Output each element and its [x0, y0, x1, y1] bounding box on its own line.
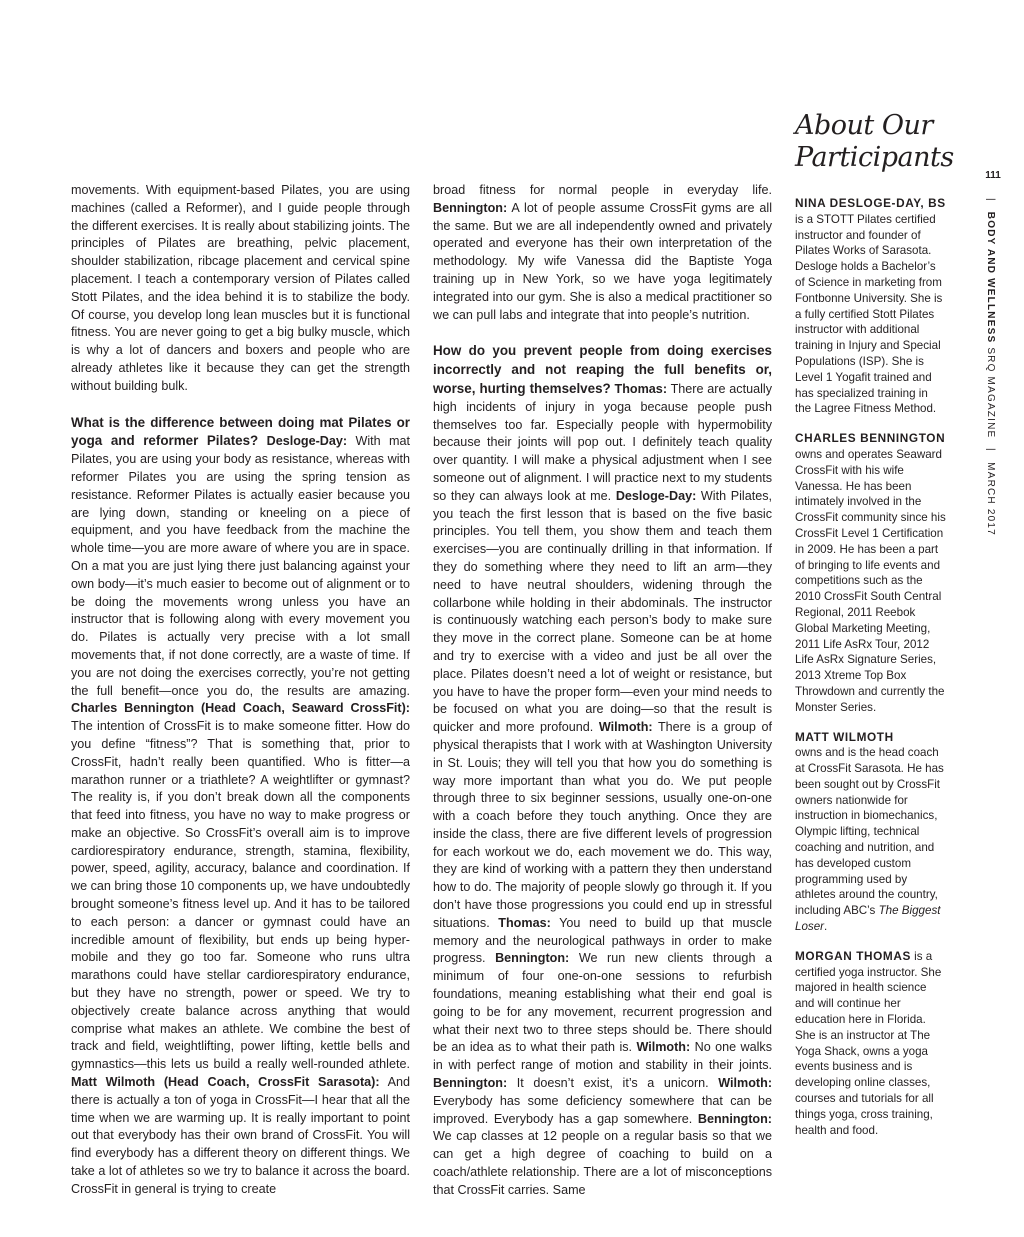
speaker-label: Desloge-Day:	[615, 488, 697, 503]
answer-text: The intention of CrossFit is to make someone fitter. How do you define “fitness”? That is something that, prior to CrossFit, hadn’t really been quantified. Who is fitter—a marathon runner or a triathlete? A weightlifter or gymnast? The reality is, if you don’t break down all the components that feed into fitness, you have no way to make progress or make an objective. So CrossFit’s overall aim is to improve cardiorespiratory endurance, strength, stamina, flexibility, power, speed, agility, accuracy, balance and coordination. If we can bring those 10 components up, we have undoubtedly brought someone’s fitness level up. And it has to be tailored to each person: a dancer or gymnast could have an incredible amount of flexibility, but ends up being hyper-mobile and they go too far. Someone who runs ultra marathons could have stellar cardiorespiratory endurance, but they have no strength, power or speed. We try to objectively create balance across anything that would comprise what makes an athlete. We combine the best of track and field, weightlifting, power lifting, kettle bells and gymnastics—this lets us build a really well-rounded athlete.	[71, 719, 410, 1072]
speaker-label: Matt Wilmoth (Head Coach, CrossFit Sarasota):	[71, 1075, 380, 1090]
participant-name: NINA DESLOGE-DAY, BS	[795, 196, 946, 210]
answer-text: There are actually high incidents of injury in yoga because people push themselves too far. Especially people with hypermobility because their joints will pop out. I definitely teach quality over quantity. I will make a physical adjustment when I see someone out of alignment. I will practice next to my students so they can always look at me.	[433, 381, 772, 503]
answer-text: We run new clients through a minimum of four one-on-one sessions to refurbish foundations, meaning establishing what their end goal is going to be for any movement, recurrent progression and what their next two to three steps should be. There should be an idea as to what their path is.	[433, 951, 773, 1055]
interview-question: How do you prevent people from doing exercises incorrectly and not reaping the full benefits or, worse, hurting themselves?	[433, 343, 772, 396]
participant-bio	[795, 431, 947, 715]
answer-text: You need to build up that muscle memory and the neurological pathways in order to make progress.	[433, 915, 772, 966]
participant-bio	[795, 730, 947, 935]
answer-text: There is a group of physical therapists that I work with at Washington University in St. Louis; they will tell you that how you do something is way more important than what you do. We put people through three to six beginner sessions, usually one-on-one with a coach before they touch anything. Once they are inside the class, there are five different levels of progression for each workout we do, each movement we do. This way, they are kind of working with a pattern they then understand how to do. The majority of people slowly go through it. If you don’t have those progressions you could end up in stressful situations.	[433, 720, 773, 930]
answer-text: And there is actually a ton of yoga in CrossFit—I hear that all the time when we are warming up. It is really important to point out that everybody has their own brand of CrossFit. You will find everybody has a different theory on different things. We take a lot of athletes so we try to balance it across the board. CrossFit in general is trying to create	[71, 1075, 410, 1196]
participant-bio	[795, 949, 947, 1139]
participants-sidebar	[795, 110, 954, 1152]
participant-name: MATT WILMOTH	[795, 729, 894, 744]
speaker-label: Wilmoth:	[598, 720, 653, 735]
participant-description: is a certified yoga instructor. She majored in health science and will continue her education here in Florida. She is an instructor at The Yoga Shack, owns a yoga events business and is developing online classes, courses and tutorials for all things yoga, cross training, health and food.	[795, 949, 942, 1137]
interview-question: What is the difference between doing mat Pilates or yoga and reformer Pilates?	[71, 414, 410, 449]
speaker-label: Bennington:	[433, 1076, 508, 1091]
answer-text: broad fitness for normal people in everyday life.	[433, 183, 772, 197]
participant-name: CHARLES BENNINGTON	[795, 431, 946, 446]
divider: |	[985, 448, 996, 453]
answer-text: With Pilates, you teach the first lesson that is based on the five basic principles. You tell them, you show them and teach them exercises—you are continually drilling in that information. If they do something where they need to lift an arm—they need to have neutral shoulders, widening through the collarbone while holding in their abdominals. The instructor is continuously watching each person’s body to make sure they move in the correct plane. Someone can be at home and try to exercise with a video and just be all over the place. Pilates doesn’t need a lot of weight or resistance, but you have to have the proper form—even your mind needs to be focused on what you are doing—so that the result is quicker and more profound.	[433, 488, 773, 735]
answer-text: A lot of people assume CrossFit gyms are all the same. But we are all independently owned and privately operated and everyone has their own interpretation of the methodology. My wife Vanessa did the Baptiste Yoga training up in New York, so we have yoga legitimately integrated into our gym. She is also a medical practitioner so we can pull labs and integrate that into people’s nutrition.	[433, 200, 772, 322]
answer-text: Everybody has some deficiency somewhere that can be improved. Everybody has a gap somewhere.	[433, 1093, 772, 1126]
running-head-text	[985, 192, 996, 536]
paragraph	[433, 342, 772, 1199]
participant-description: owns and operates Seaward CrossFit with his wife Vanessa. He has been intimately involved in the CrossFit community since his CrossFit Level 1 Certification in 2009. He has been a part of bringing to life events and competitions such as the 2010 CrossFit South Central Regional, 2011 Reebok Global Marketing Meeting, 2011 Life AsRx Tour, 2012 Life AsRx Signature Series, 2013 Xtreme Top Box Throwdown and currently the Monster Series.	[795, 447, 946, 714]
participant-bio	[795, 196, 947, 417]
speaker-label: Bennington:	[697, 1111, 772, 1126]
issue-date: MARCH 2017	[985, 462, 996, 536]
answer-text: We cap classes at 12 people on a regular basis so that we can get a high degree of coaching to build on a coach/athlete relationship. There are a lot of misconceptions that CrossFit carries. Same	[433, 1129, 772, 1197]
article-column-middle	[433, 182, 772, 1200]
speaker-label: Desloge-Day:	[266, 434, 348, 449]
speaker-label: Thomas:	[498, 915, 551, 930]
participant-name: MORGAN THOMAS	[795, 948, 911, 963]
publication-name: SRQ MAGAZINE	[985, 347, 996, 439]
speaker-label: Wilmoth:	[718, 1076, 773, 1091]
sidebar-title: About Our Participants	[795, 110, 954, 173]
article-column-left	[71, 182, 410, 1199]
divider: |	[985, 198, 996, 202]
section-name: BODY AND WELLNESS	[985, 211, 996, 344]
answer-text: With mat Pilates, you are using your body as resistance, whereas with reformer Pilates you are using the spring tension as resistance. Reformer Pilates is actually easier because you are lying down, standing or kneeling on a piece of equipment, and you have feedback from the machine the whole time—you are more aware of where you are in space. On a mat you are just lying there just balancing against your own body—it’s much easier to become out of alignment or to be doing the movements wrong unless you have an instructor that is following along with every movement you do. Pilates is actually very precise with a lot small movements that, if not done correctly, are a waste of time. If you are not doing the exercises correctly, you’re not getting the full benefit—once you do, the results are amazing.	[71, 434, 411, 698]
speaker-label: Bennington:	[433, 200, 508, 215]
paragraph	[433, 182, 772, 324]
running-head	[983, 170, 1003, 536]
show-title: The Biggest Loser	[795, 904, 941, 934]
speaker-label: Thomas:	[614, 381, 668, 396]
answer-text: No one walks in with perfect range of motion and stability in their joints.	[433, 1040, 773, 1073]
paragraph: movements. With equipment-based Pilates, you are using machines (called a Reformer), and I guide people through the different exercises. It is really about stabilizing joints. The principles of Pilates are breathing, pelvic placement, shoulder stabilization, ribcage placement and cervical spine placement. I teach a contemporary version of Pilates called Stott Pilates, and the idea behind it is to stabilize the body. Of course, you develop long lean muscles but it is functional fitness. You are never going to get a big bulky muscle, which is why a lot of dancers and boxers and people who are already athletes like it because they can get the strength without building bulk.	[71, 183, 410, 393]
page-number: 111	[985, 170, 1001, 181]
speaker-label: Wilmoth:	[636, 1040, 691, 1055]
participant-description: owns and is the head coach at CrossFit Sarasota. He has been sought out by CrossFit owners nationwide for instruction in biomechanics, Olympic lifting, technical coaching and nutrition, and has developed custom programming used by athletes around the country, including ABC’s The Biggest Loser.	[795, 746, 944, 934]
answer-text: It doesn’t exist, it’s a unicorn.	[516, 1076, 709, 1091]
speaker-label: Bennington:	[495, 951, 570, 966]
speaker-label: Charles Bennington (Head Coach, Seaward CrossFit):	[71, 701, 410, 716]
paragraph	[71, 414, 410, 1199]
participant-description: is a STOTT Pilates certified instructor and founder of Pilates Works of Sarasota. Desloge holds a Bachelor’s of Science in marketing from Fontbonne University. She is a fully certified Stott Pilates instructor with additional training in Injury and Special Populations (ISP). She is Level 1 Yogafit trained and has specialized training in the Lagree Fitness Method.	[795, 212, 943, 416]
